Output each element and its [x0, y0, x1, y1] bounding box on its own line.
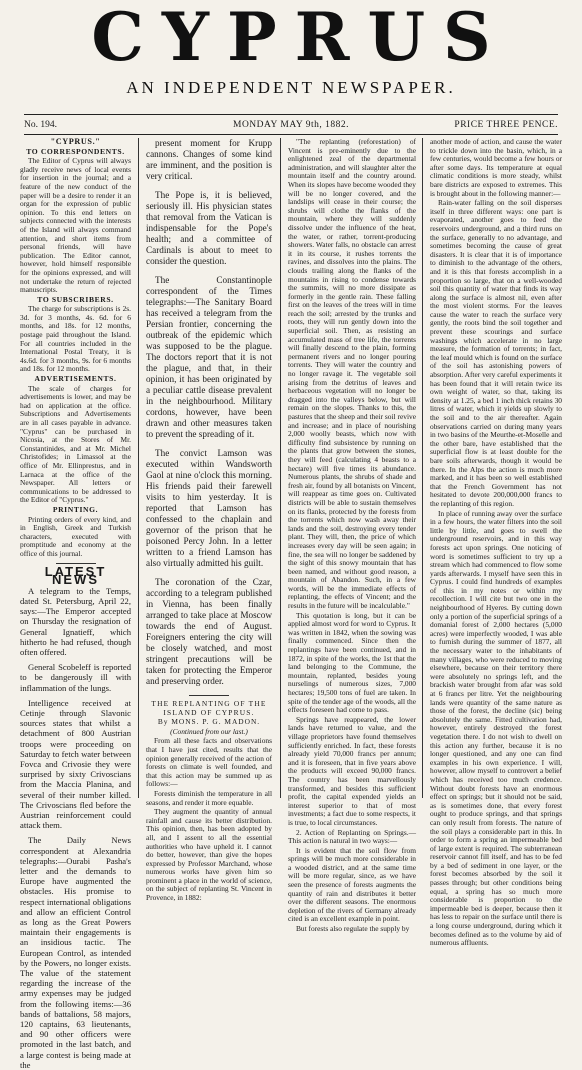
news-paragraph: The convict Lamson was executed within Wandsworth Gaol at nine o'clock this morning. His friends paid their farewell visits to him yesterday. It is reported that Lamson has confessed to the chaplain and governor of the prison that he poisoned Percy John. In a letter written to a friend Lamson has also virtually admitted his guilt. [146, 448, 272, 568]
article-continued-note: (Continued from our last.) [170, 726, 248, 736]
latest-news-heading: LATEST NEWS [44, 563, 107, 588]
news-paragraph: present moment for Krupp cannons. Changes of some kind are imminent, and the position is very critical. [146, 138, 272, 181]
replanting-article [146, 700, 272, 903]
article-paragraph: From all these facts and observations that I have just cited, results that the opinion generally received of the action of forests on climate is well founded, and that this action may be summed up as follows:— [146, 736, 272, 789]
article-byline: By MONS. P. G. MADON. [157, 717, 261, 727]
paper-notice-title: "CYPRUS." [50, 137, 101, 146]
column-4 [430, 137, 562, 948]
news-paragraph: The Constantinople correspondent of the Times telegraphs:—The Sanitary Board has received a telegram from the Persian frontier, concerning the outbreak of the epidemic which was supposed to be the plague. The doctors report that it is not the plague, and that, in their opinion, it has been originated by a peculiar cattle disease prevalent in the neighbourhood. Military cordons, however, have been drawn and other measures taken to prevent the spreading of it. [146, 275, 272, 439]
article-paragraph: "The replanting (reforestation) of Vincent is pre-eminently due to the enlightened zeal of the departmental administration, and will slaughter alter the mountain itself and the country around. When its slopes have become wooded they will be no longer covered, and the landslips will cease in their course; the shrubs will clothe the flanks of the mountain, where they will suddenly dissolve under the influence of the heat, the water, or rather, torrent-producing showers. Water falls, no obstacle can arrest it in its course, it rushes torrents the ravines, and dissolves into the plains. The clouds trailing along the flanks of the mountains in rising to condense towards the summits, will no more dissipate as formerly in the gentle rain. These falling first on the leaves of the trees will in time reach the soil; arrested by the trunks and roots, they will run gently down into the superficial soil. Then, as resisting an accumulated mass of tree life, the torrents will finally descend to the plain, forming permanent rivers and no longer pouring torrents. They will water the country and no longer ravage it. The vegetable soil arising from the detritus of leaves and herbaceous vegetation will no longer be dragged into the valleys below, but will remain on the slopes. Thanks to this, the pastures that the sheep and their soil revive and increase; and in place of nourishing 2,000 woolly beasts, which now with difficulty find subsistence by running on the plants that grow between the stones, they will feed (calculating 4 beasts to a hectare) will five times its abundance. Numerous plants, the shrubs of shade and fresh air, found by all botanists on Vincent, will reappear as time goes on. Cultivated districts will be able to sustain themselves on its flanks, protected by the forests from the torrents which now wash away their lands and the soil, destroying every tender plant. They will, then, the price of which increases every day will be seen again; in fine, the sea will no longer be saddened by the sight of this snowy mountain that has been named, and without good reason, a mountain of Abandon. Such, in a few words, will be the immediate effects of replanting, the effects of Vincent; and the results in the future will be incalculable." [288, 137, 416, 611]
section-heading: TO SUBSCRIBERS. [37, 294, 114, 304]
article-paragraph: In place of running away over the surface in a few hours, the water filters into the soil little by little, and goes to swell the underground reservoirs, and in this way forests act upon springs. One noticing of word is sometimes sufficient to try up a stream which had commenced to flow some yards afterwards. I myself have seen this in Cyprus. I could find hundreds of examples of this in my notes or within my recollection. I will cite but two one in the neighbourhood of Hyeres. By cutting down only a portion of the superficial springs of a domanial forest of 2,000 hectares (5,000 acres) were imperfectly wooded, I was able to furnish during the summer of 1877, all the necessary water to the inhabitants of many villages, who were reduced to moving elsewhere, because on their territory there were absolutely no springs left, and the brackish water brought from afar was sold at 6 francs per litre. Yet the neighbouring lands were quantity of the same nature as those of the forest, the decline (sic) being absolutely the same. Fitted cultivation had, however, entirely destroyed the forest vegetation there. I do not wish to dwell on this action any further, because it is no longer questioned, and any one can find examples in his own experience. I will, however, allow myself to controvert a belief which has received too much credence. Without doubt forests have an enormous effect on springs; but it should not be said, as is sometimes done, that every forest ought to produce springs, and that springs can only result from forests. The nature of the soil plays a considerable part in this. In order to form a spring an impermeable bed of large extent is required. The subterranean reservoir cannot fill itself, and has to be fed by a bed of sediment in one layer, or the forest becomes absorbed by the soil it passes through; but other conditions being equal, a spring has so much more considerable is proportion to the impermeable bed is deeper, because then it has less to repair on the surface until there is a long course underground, during which it becomes defined as to the volume by aid of numerous affluents. [430, 508, 562, 948]
column-divider [422, 138, 423, 798]
column-3 [288, 137, 416, 934]
article-paragraph: It is evident that the soil flow from springs will be much more considerable in a wooded district, and at the same time will be more regular, since, as we have seen the presence of forests augments the quantity of rain and distributes it better over the different seasons. The enormous depletion of the rivers of Germany already cited is an excellent example in point. [288, 845, 416, 924]
section-heading: PRINTING. [52, 504, 99, 514]
issue-number: No. 194. [24, 120, 57, 130]
article-paragraph: This quotation is long, but it can be applied almost word for word to Cyprus. It was written in 1842, when the sowing was finally commenced. Since then the replantings have been continued, and in 1872, in spite of the works, the 1st that the land belonging to the Commune, the mountain, replanted, besides young nurselings of numerous sizes, 7,000 hectares; 19,500 tons of fuel are taken. In spite of the tender age of the woods, all the effects foreseen had come to pass. [288, 610, 416, 715]
masthead-title: CYPRUS [91, 0, 509, 76]
news-item: The Daily News correspondent at Alexandria telegraphs:—Ourabi Pasha's letter and the demands to Europe have augmented the obstacles. His promise to respect international obligations and allow an efficient Control as long as the Great Powers maintain their engagements is an insidious tactic. The European Control, as intended by the Powers, no longer exists. The value of the statement regarding the increase of the army expenses may be judged from the following items:—36 bands of battalions, 58 majors, 120 captains, 63 lieutenants, and 90 other officers were promoted in the last batch, and a large contest is being made at the [20, 835, 131, 1070]
article-paragraph: Rain-water falling on the soil disperses itself in three different ways: one part is evaporated, another goes to feed the reservoirs underground, and a third runs on the surface, generally to no advantage, and sometimes becoming the cause of great disasters. It is clear that it is of importance to diminish to the advantage of the others, and it is this that forests accomplish in a proportion so large, that on a well-wooded soil this quantity of water that finds its way along the surface is almost nil, even after the most violent storms. For the leaves cause the water to reach the surface very gently, the roots bind the soil together and prevent these scourings and surface washings which accelerate in no large measure, the formation of torrents; in fact, the leaf mould which is found on the surface of the soil has astonishing powers of absorption. After very careful experiments it has been found that it will retain twice its own weight of water, so that, taking its density at 1.25, a bed 1 inch thick retains 30 litres of water, which it yields up slowly to the soil and to the air thereafter. Again observations carried on during many years in two basins of the Meurthe-et-Moselle and the other bare, have established that the superficial flow is at least double for the bare soils afterwards, though it would be there. In the Alps the action is much more marked, and it has been so well established that the French Government has not hesitated to devote 200,000,000 francs to the replanting of this region. [430, 198, 562, 508]
issue-price: PRICE THREE PENCE. [454, 120, 558, 130]
article-divider [189, 695, 229, 696]
news-item: General Scobeleff is reported to be dangerously ill with inflammation of the lungs. [20, 662, 131, 693]
article-title: THE REPLANTING OF THE ISLAND OF CYPRUS. [151, 699, 267, 717]
news-block [146, 138, 272, 687]
dateline-rule [24, 134, 558, 135]
article-paragraph: Springs have reappeared, the lower lands have returned to value, and the village proprietors have found themselves sufficiently enriched. In fact, these forests already yield 70,000 francs per annum; and it is foreseen, that in five years above the products will exceed 90,000 francs. The country has been marvellously transformed, and besides this sufficient profit, the capital expended yields an interest superior to that of most investments; a fact due to some respects, it is true, to local circumstances. [288, 714, 416, 827]
article-paragraph: 2. Action of Replanting on Springs.—This action is natural in two ways:— [288, 827, 416, 846]
article-paragraph: They augment the quantity of annual rainfall and cause its better distribution. This opinion, then, has been adopted by all, and I assent to all the essential authorities who have upheld it. I cannot do better, however, than give the hopes expressed by Professor Marchand, whose numerous works have given him so prominent a place in the world of science, on the subject of replanting St. Vincent in Provence, in 1882: [146, 807, 272, 903]
article-paragraph: another mode of action, and cause the water to trickle down into the basin, which, in a few centuries, would become a few hours or after some days. Its temperature at equal climatic conditions is more steady, whilst bare districts are exposed to extremes. This is brought about in the following manner:— [430, 137, 562, 198]
article-paragraph: But forests also regulate the supply by [296, 924, 410, 934]
column-2 [146, 138, 272, 903]
column-divider [280, 138, 281, 798]
top-rule [24, 114, 558, 115]
section-text: Printing orders of every kind, and in English, Greek and Turkish characters, executed with promptitude and economy at the office of this journal. [20, 514, 131, 558]
column-divider [138, 138, 139, 798]
news-paragraph: The coronation of the Czar, according to a telegram published in Vienna, has been finally arranged to take place at Moscow towards the end of August. Foreigners entering the city will be closely watched, and most stringent precautions will be taken for protecting the Emperor and preserving order. [146, 577, 272, 686]
section-text: The scale of charges for advertisements is lower, and may be had on application at the office. Subscriptions and Advertisements are in all cases payable in advance. "Cyprus" can be purchased in Nicosia, at the Stores of Mr. Constantinides, and at Mr. Michel Christofides; in Limassol at the office of Mr. Ellinprestus, and in Larnaca at the office of the Newspaper. All letters or communications to be addressed to the Editor of "Cyprus." [20, 383, 131, 505]
masthead-subtitle: AN INDEPENDENT NEWSPAPER. [126, 78, 456, 97]
article-paragraph: Forests diminish the temperature in all seasons, and render it more equable. [146, 788, 272, 807]
section-heading: TO CORRESPONDENTS. [26, 146, 125, 156]
news-item: Intelligence received at Cetinje through Slavonic sources states that whilst a detachment of 800 Austrian troops were proceeding on Saturday to fetch water between Fovca and Crivosie they were surprised by sixty Crivoscians from the Maccia Planina, and several of their number killed. The Crivoscians fled before the Austrian reinforcement could attack them. [20, 697, 131, 831]
section-text: The charge for subscriptions is 2s. 3d. for 3 months, 4s. 6d. for 6 months, and 18s. for 12 months, postage paid throughout the Island. For all countries included in the International Postal Treaty, it is 4s.6d. for 3 months, 9s. for 6 months and 18s. for 12 months. [20, 304, 131, 374]
latest-news [20, 586, 131, 1070]
news-paragraph: The Pope is, it is believed, seriously ill. His physician states that removal from the Vatican is indispensable for the Pope's health; and a committee of Cardinals is about to meet to consider the question. [146, 190, 272, 266]
section-heading: ADVERTISEMENTS. [34, 374, 117, 384]
issue-date: MONDAY MAY 9th, 1882. [233, 120, 349, 130]
dateline [24, 118, 558, 132]
section-text: The Editor of Cyprus will always gladly receive news of local events for insertion in the journal; and a feature of the new conduct of the paper will be a desire to render it an organ for the expression of public opinion. To this end letters on subjects connected with the interests of the Island will always command attention, and short items from personal friends, will have publication. The Editor cannot, however, hold himself responsible for the opinions expressed, and will not undertake the return of rejected manuscripts. [20, 156, 131, 295]
news-item: A telegram to the Temps, dated St. Petersburg, April 22, says:—The Emperor accepted on Thursday the resignation of General Ignatieff, which hitherto he had refused, though often offered. [20, 585, 131, 657]
column-1 [20, 137, 131, 1070]
